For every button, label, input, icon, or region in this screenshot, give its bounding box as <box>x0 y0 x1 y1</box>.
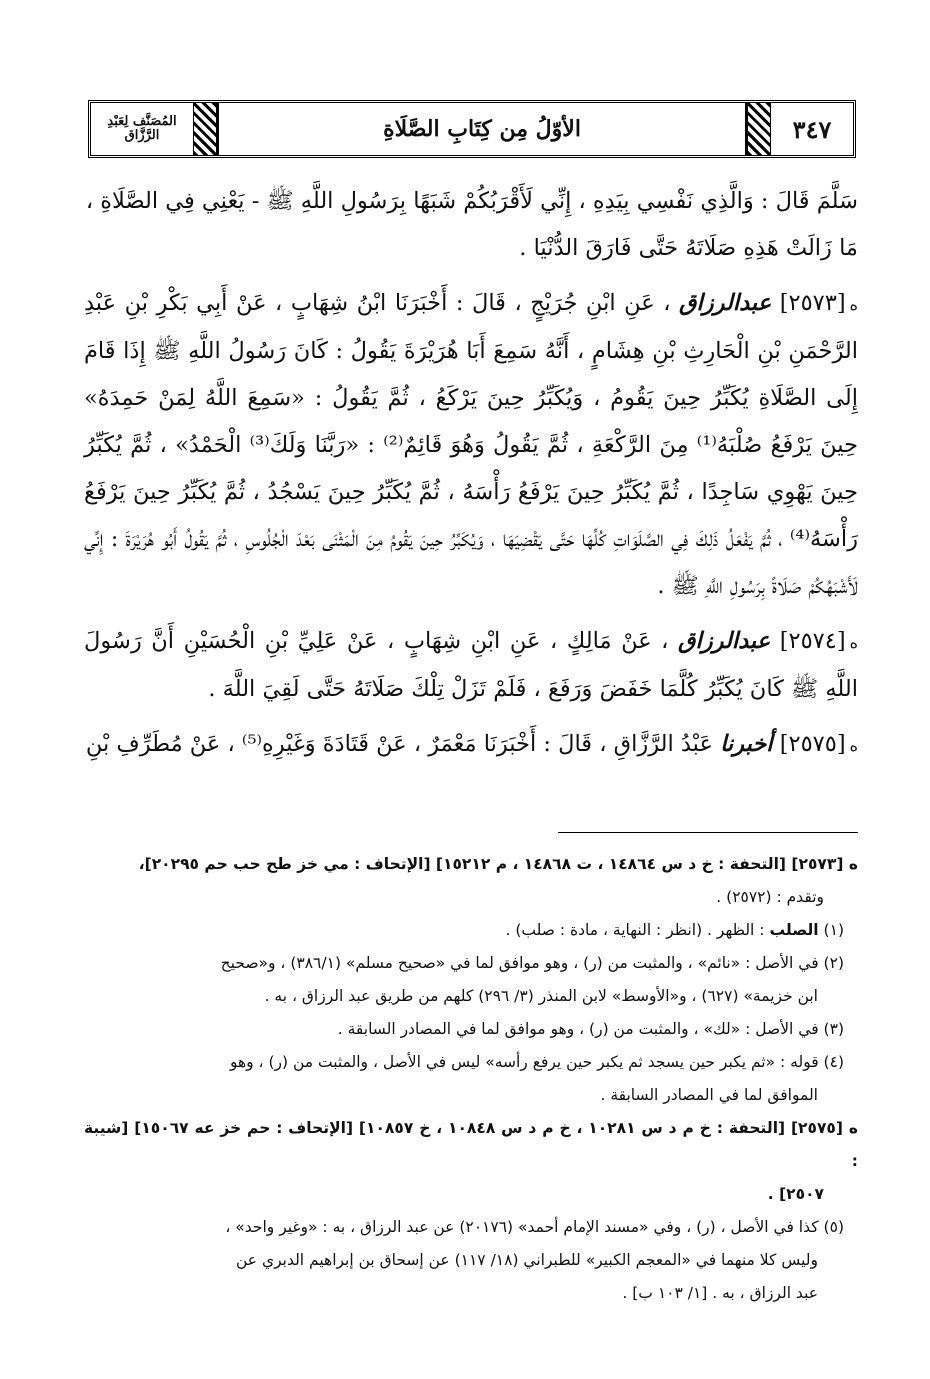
footnote-5-cont-1: وليس كلا منهما في «المعجم الكبير» للطبراني (١٨/ ١١٧) عن إسحاق بن إبراهيم الدبري عن <box>235 1251 818 1269</box>
footnote-text: كذا في الأصل ، (ر) ، وفي «مسند الإمام أحمد» (٢٠١٧٦) عن عبد الرزاق ، به : «وغير واحد» ، <box>225 1218 819 1236</box>
section-title: الأوّلُ مِن كِتَابِ الصَّلَاةِ <box>217 103 747 155</box>
hadith-marker: ه <box>849 295 858 314</box>
continuation-line-2: مَا زَالَتْ هَذِهِ صَلَاتَهُ حَتَّى فَارَقَ الدُّنْيَا . <box>519 235 858 261</box>
main-text <box>84 178 858 777</box>
header-ornament-left <box>193 103 217 155</box>
footnote-text: في الأصل : «نائم» ، والمثبت من (ر) ، وهو موافق لما في «صحيح مسلم» (٣٨٦/١) ، و«صحيح <box>220 954 819 972</box>
footnote-text: قوله : «ثم يكبر حين يسجد ثم يكبر حين يرفع رأسه» ليس في الأصل ، والمثبت من (ر) ، وهو <box>229 1053 819 1071</box>
hadith-number: [٢٥٧٣] <box>779 290 846 316</box>
footnote-2 <box>84 947 858 980</box>
continuation-line-1: سَلَّمَ قَالَ : وَالَّذِي نَفْسِي بِيَدِهِ ، إِنِّي لَأَقْرَبُكُمْ شَبَهًا بِرَسُولِ اللَّهِ ﷺ - يَعْنِي فِي الصَّلَاةِ ، <box>85 188 858 214</box>
hadith-text: ، عَنِ ابْنِ جُرَيْجٍ ، قَالَ : أَخْبَرَنَا ابْنُ شِهَابٍ ، عَنْ أَبِي بَكْرِ بْنِ عَبْدِ الرَّحْمَنِ بْنِ الْحَارِثِ بْنِ هِشَامٍ ، أَنَّهُ سَمِعَ أَبَا هُرَيْرَةَ يَقُولُ : كَانَ رَسُولُ اللَّهِ ﷺ إِذَا قَامَ إِلَى الصَّلَاةِ يُكَبِّرُ حِينَ يَقُومُ ، وَيُكَبِّرُ حِينَ يَرْكَعُ ، ثُمَّ يَقُولُ : «سَمِعَ اللَّهُ لِمَنْ حَمِدَهُ» حِينَ يَرْفَعُ صُلْبَهُ⁽¹⁾ مِنَ الرَّكْعَةِ ، ثُمَّ يَقُولُ وَهُوَ قَائِمٌ⁽²⁾ : «رَبَّنَا وَلَكَ⁽³⁾ الْحَمْدُ» ، ثُمَّ يُكَبِّرُ حِينَ يَهْوِي سَاجِدًا ، ثُمَّ يُكَبِّرُ حِينَ يَرْفَعُ رَأْسَهُ ، ثُمَّ يُكَبِّرُ حِينَ يَسْجُدُ ، ثُمَّ يُكَبِّرُ حِينَ يَرْفَعُ رَأْسَهُ⁽⁴⁾ ، ثُمَّ يَفْعَلُ ذَلِكَ فِي الصَّلَوَاتِ كُلِّهَا حَتَّى يَقْضِيَهَا ، وَيُكَبِّرُ حِينَ يَقُومُ مِنَ الْمَثْنَى بَعْدَ الْجُلُوسِ ، ثُمَّ يَقُولُ أَبُو هُرَيْرَةَ : إِنِّي لَأَشْبَهُكُمْ صَلَاةً بِرَسُولِ اللَّهِ ﷺ . <box>84 290 858 599</box>
continuation-paragraph <box>84 178 858 272</box>
footnote-2-cont: ابن خزيمة» (٦٢٧) ، و«الأوسط» لابن المنذر (٣/ ٢٩٦) كلهم من طريق عبد الرزاق ، به . <box>264 987 818 1005</box>
footnote-label: (٢) <box>823 954 844 972</box>
page-header <box>88 100 856 158</box>
footnote-label: (٥) <box>823 1218 844 1236</box>
header-ornament-right <box>747 103 771 155</box>
hadith-text: عَبْدُ الرَّزَّاقِ ، قَالَ : أَخْبَرَنَا مَعْمَرٌ ، عَنْ قَتَادَةَ وَغَيْرِهِ⁽⁵⁾ ، عَنْ مُطَرِّفِ بْنِ <box>85 731 713 757</box>
source-marker: ه <box>848 855 858 873</box>
source-note-2575-cont: ٢٥٠٧] . <box>767 1185 824 1203</box>
footnote-1 <box>84 914 858 947</box>
footnote-5-cont-2: عبد الرزاق ، به . [١/ ١٠٣ ب] . <box>622 1284 818 1302</box>
footnote-label: (٤) <box>823 1053 844 1071</box>
footnote-4-cont: الموافق لما في المصادر السابقة . <box>600 1086 818 1104</box>
hadith-number: [٢٥٧٥] <box>779 731 846 757</box>
book-logo: المُصَنَّف لِعَبْدِ الرَّزَّاق <box>107 113 177 143</box>
hadith-number: [٢٥٧٤] <box>779 628 846 654</box>
footnote-text: : الظهر . (انظر : النهاية ، مادة : صلب) . <box>505 921 765 939</box>
source-text: [٢٥٧٥] [التحفة : خ م د س ١٠٢٨١ ، خ م د س ١٠٨٤٨ ، خ ١٠٨٥٧] [الإتحاف : حم خز عه ١٥٠٦٧] [شيبة : <box>84 1119 858 1170</box>
footnote-label: (١) <box>823 921 844 939</box>
footnote-5 <box>84 1211 858 1244</box>
hadith-2573 <box>84 280 858 610</box>
hadith-text: ، عَنْ مَالِكٍ ، عَنِ ابْنِ شِهَابٍ ، عَنْ عَلِيِّ بْنِ الْحُسَيْنِ أَنَّ رَسُولَ اللَّهِ ﷺ كَانَ يُكَبِّرُ كُلَّمَا خَفَضَ وَرَفَعَ ، فَلَمْ تَزَلْ تِلْكَ صَلَاتَهُ حَتَّى لَقِيَ اللَّهَ . <box>84 628 858 702</box>
footnote-separator <box>558 832 858 833</box>
source-marker: ه <box>848 1119 859 1137</box>
footnote-text: في الأصل : «لك» ، والمثبت من (ر) ، وهو موافق لما في المصادر السابقة . <box>337 1020 819 1038</box>
hadith-marker: ه <box>849 736 858 755</box>
source-note-2573 <box>84 848 858 881</box>
hadith-marker: ه <box>849 633 858 652</box>
source-text: [٢٥٧٣] [التحفة : خ د س ١٤٨٦٤ ، ت ١٤٨٦٨ ، م ١٥٢١٢] [الإتحاف : مي خز طح حب حم ٢٠٢٩٥]، <box>138 855 844 873</box>
footnote-label: (٣) <box>823 1020 844 1038</box>
source-note-2573-cont: وتقدم : (٢٥٧٢) . <box>716 888 824 906</box>
footnote-4 <box>84 1046 858 1079</box>
narrator-name: أخبرنا <box>720 731 773 757</box>
hadith-2575 <box>84 721 858 769</box>
source-note-2575 <box>84 1112 858 1178</box>
page-number: ٣٤٧ <box>792 114 832 144</box>
hadith-2574 <box>84 618 858 713</box>
narrator-name: عبدالرزاق <box>679 290 772 316</box>
footnote-3 <box>84 1013 858 1046</box>
footnote-term: الصلب <box>769 921 819 939</box>
footnotes <box>84 848 858 1310</box>
narrator-name: عبدالرزاق <box>678 628 771 654</box>
